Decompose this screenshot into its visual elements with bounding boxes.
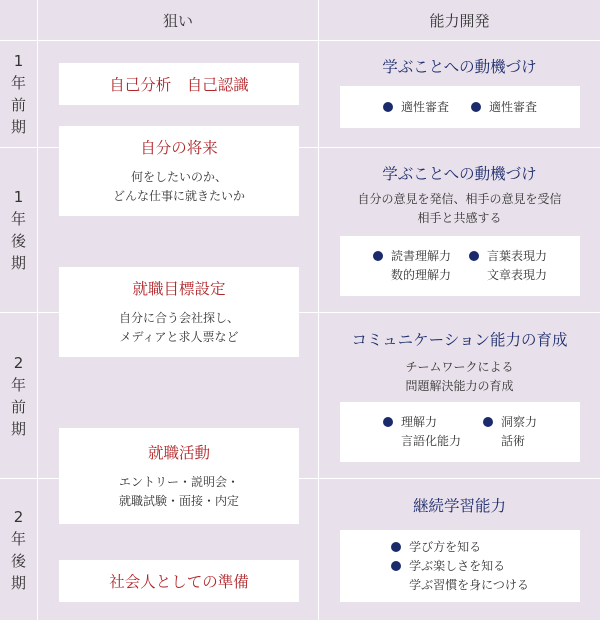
term-label (0, 313, 37, 478)
ability-label: 適性審査 (400, 99, 449, 114)
aim-card (59, 267, 299, 357)
bullet-icon (469, 251, 479, 261)
ability-item (391, 538, 529, 557)
bullet-icon (373, 251, 383, 261)
term-char: 2 (13, 353, 24, 372)
dev-card (340, 86, 580, 128)
divider (0, 40, 600, 41)
ability-group (391, 538, 529, 595)
ability-group (483, 413, 537, 451)
aim-title: 社会人としての準備 (109, 573, 249, 591)
dev-title (319, 162, 600, 228)
ability-label: 言語化能力 (400, 434, 461, 448)
ability-label: 読書理解力 (390, 249, 451, 263)
term-char: 1 (13, 52, 24, 70)
dev-detail: 自分の意見を発信、相手の意見を受信 (357, 192, 562, 206)
bullet-icon (391, 542, 401, 552)
bullet-icon (383, 417, 393, 427)
dev-detail: 相手と共感する (417, 211, 502, 225)
term-char: 期 (10, 118, 26, 136)
aim-title: 就職活動 (147, 444, 210, 462)
dev-card (340, 402, 580, 462)
dev-title (319, 328, 600, 396)
dev-card (340, 236, 580, 296)
aim-detail: 何をしたいのか、 (130, 170, 227, 184)
divider (37, 0, 38, 620)
header-aim-label: 狙い (162, 11, 193, 30)
aim-card (59, 560, 299, 602)
dev-title-text: 継続学習能力 (412, 497, 506, 515)
dev-title-text: 学ぶことへの動機づけ (382, 58, 537, 76)
term-char: 年 (10, 74, 26, 92)
term-char: 1 (13, 188, 24, 206)
ability-label: 言葉表現力 (487, 249, 548, 263)
term-char: 期 (10, 419, 26, 438)
term-char: 期 (10, 573, 26, 592)
aim-detail: 自分に合う会社探し、 (118, 311, 239, 325)
term-char: 年 (10, 529, 26, 548)
dev-detail: チームワークによる (405, 360, 514, 374)
aim-title: 自己分析 自己認識 (109, 76, 249, 94)
ability-item (383, 98, 449, 117)
bullet-icon (391, 561, 401, 571)
ability-item (483, 413, 537, 432)
aim-detail: メディアと求人票など (119, 330, 239, 344)
ability-label: 数的理解力 (390, 268, 451, 282)
aim-detail: 就職試験・面接・内定 (118, 494, 239, 508)
header-development-label: 能力開発 (429, 11, 490, 30)
dev-title (319, 494, 600, 516)
bullet-icon (471, 102, 481, 112)
ability-label: 学ぶ楽しさを知る (409, 558, 506, 573)
dev-title (319, 55, 600, 77)
bullet-icon (383, 102, 393, 112)
dev-card (340, 530, 580, 602)
aim-card (59, 428, 299, 524)
term-char: 前 (10, 96, 26, 114)
term-label (0, 479, 37, 620)
term-char: 年 (10, 375, 26, 394)
term-char: 前 (10, 397, 26, 416)
term-char: 期 (10, 254, 26, 272)
term-label (0, 41, 37, 147)
dev-title-text: 学ぶことへの動機づけ (382, 165, 537, 183)
term-char: 年 (10, 210, 26, 228)
header-aim (38, 0, 318, 40)
ability-label: 学び方を知る (409, 539, 482, 554)
aim-detail: エントリー・説明会・ (118, 475, 239, 489)
aim-card (59, 63, 299, 105)
ability-group (383, 413, 461, 451)
ability-label: 話術 (501, 434, 526, 448)
ability-label: 洞察力 (501, 415, 538, 429)
divider (318, 0, 319, 620)
aim-card (59, 126, 299, 216)
ability-label: 理解力 (400, 415, 437, 429)
aim-title: 自分の将来 (140, 139, 218, 157)
ability-label: 学ぶ習慣を身につける (409, 577, 529, 592)
ability-item (391, 557, 529, 576)
ability-item (471, 98, 537, 117)
dev-title-text: コミュニケーション能力の育成 (351, 331, 568, 349)
ability-item (373, 247, 451, 266)
bullet-icon (483, 417, 493, 427)
ability-group (373, 247, 451, 285)
dev-detail: 問題解決能力の育成 (405, 379, 514, 393)
aim-detail: どんな仕事に就きたいか (112, 189, 245, 203)
term-char: 2 (13, 507, 24, 526)
aim-title: 就職目標設定 (132, 280, 226, 298)
ability-label: 適性審査 (489, 99, 538, 114)
ability-label: 文章表現力 (487, 268, 548, 282)
ability-group (469, 247, 547, 285)
ability-item (383, 413, 461, 432)
term-label (0, 148, 37, 312)
term-char: 後 (10, 232, 26, 250)
header-development (319, 0, 600, 40)
term-char: 後 (10, 551, 26, 570)
ability-item (469, 247, 547, 266)
